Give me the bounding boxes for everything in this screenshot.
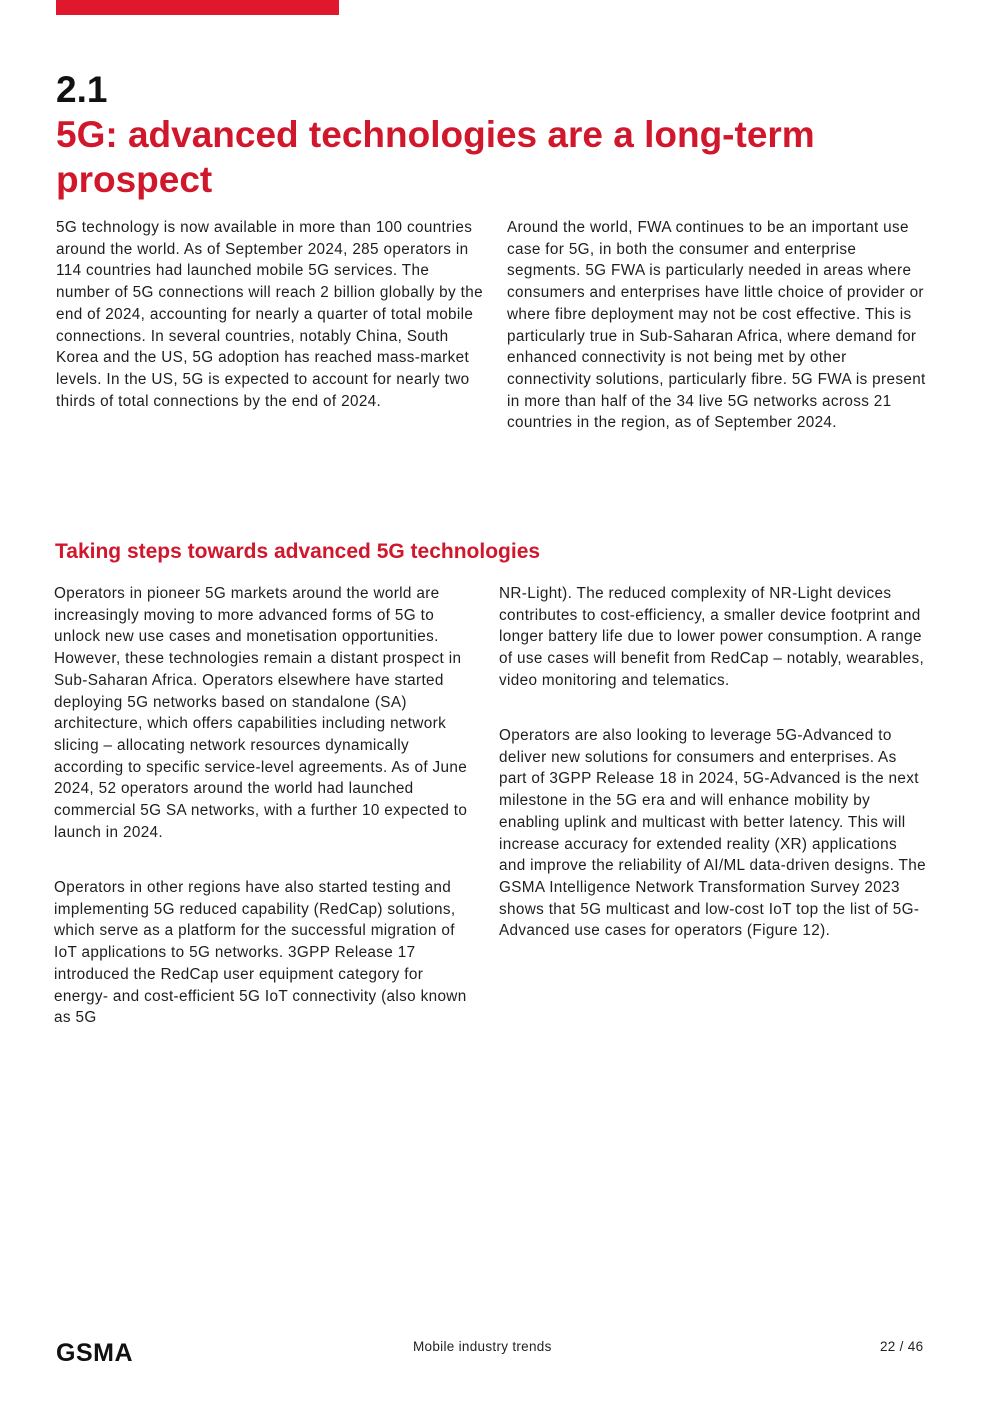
section-title: 5G: advanced technologies are a long-term prospect bbox=[56, 114, 815, 200]
top-accent-bar bbox=[56, 0, 339, 15]
body-right-paragraph-1: NR-Light). The reduced complexity of NR-Light devices contributes to cost-efficiency, a smaller device footprint and longer battery life due to lower power consumption. A range of use cases will benefit from RedCap – notably, wearables, video monitoring and telematics. bbox=[499, 585, 925, 689]
body-left-paragraph-1: Operators in pioneer 5G markets around the world are increasingly moving to more advanced forms of 5G to unlock new use cases and monetisation opportunities. However, these technologies remain a distant prospect in Sub-Saharan Africa. Operators elsewhere have started deploying 5G networks based on standalone (SA) architecture, which offers capabilities including network slicing – allocating network resources dynamically according to specific service-level agreements. As of June 2024, 52 operators around the world had launched commercial 5G SA networks, with a further 10 expected to launch in 2024. bbox=[54, 585, 468, 841]
body-right-paragraph-2: Operators are also looking to leverage 5G-Advanced to deliver new solutions for consumers and enterprises. As part of 3GPP Release 18 in 2024, 5G-Advanced is the next milestone in the 5G era and will enhance mobility by enabling uplink and multicast with better latency. This will increase accuracy for extended reality (XR) applications and improve the reliability of AI/ML data-driven designs. The GSMA Intelligence Network Transformation Survey 2023 shows that 5G multicast and low-cost IoT top the list of 5G-Advanced use cases for operators (Figure 12). bbox=[499, 727, 926, 940]
gsma-logo bbox=[56, 1340, 180, 1364]
intro-left-paragraph: 5G technology is now available in more than 100 countries around the world. As of September 2024, 285 operators in 114 countries had launched mobile 5G services. The number of 5G connections will reach 2 billion globally by the end of 2024, accounting for nearly a quarter of total mobile connections. In several countries, notably China, South Korea and the US, 5G adoption has reached mass-market levels. In the US, 5G is expected to account for nearly two thirds of total connections by the end of 2024. bbox=[56, 219, 483, 410]
intro-right-paragraph: Around the world, FWA continues to be an important use case for 5G, in both the consumer and enterprise segments. 5G FWA is particularly needed in areas where consumers and enterprises have little choice of provider or where fibre deployment may not be cost effective. This is particularly true in Sub-Saharan Africa, where demand for enhanced connectivity is not being met by other connectivity solutions, particularly fibre. 5G FWA is present in more than half of the 34 live 5G networks across 21 countries in the region, as of September 2024. bbox=[507, 219, 926, 432]
page-number: 22 / 46 bbox=[880, 1339, 924, 1354]
gsma-logo-text: GSMA bbox=[56, 1340, 133, 1364]
section-number: 2.1 bbox=[56, 69, 108, 110]
subsection-heading: Taking steps towards advanced 5G technologies bbox=[55, 540, 541, 563]
footer-title: Mobile industry trends bbox=[413, 1339, 552, 1354]
body-left-paragraph-2: Operators in other regions have also started testing and implementing 5G reduced capability (RedCap) solutions, which serve as a platform for the successful migration of IoT applications to 5G networks. 3GPP Release 17 introduced the RedCap user equipment category for energy- and cost-efficient 5G IoT connectivity (also known as 5G bbox=[54, 879, 467, 1027]
